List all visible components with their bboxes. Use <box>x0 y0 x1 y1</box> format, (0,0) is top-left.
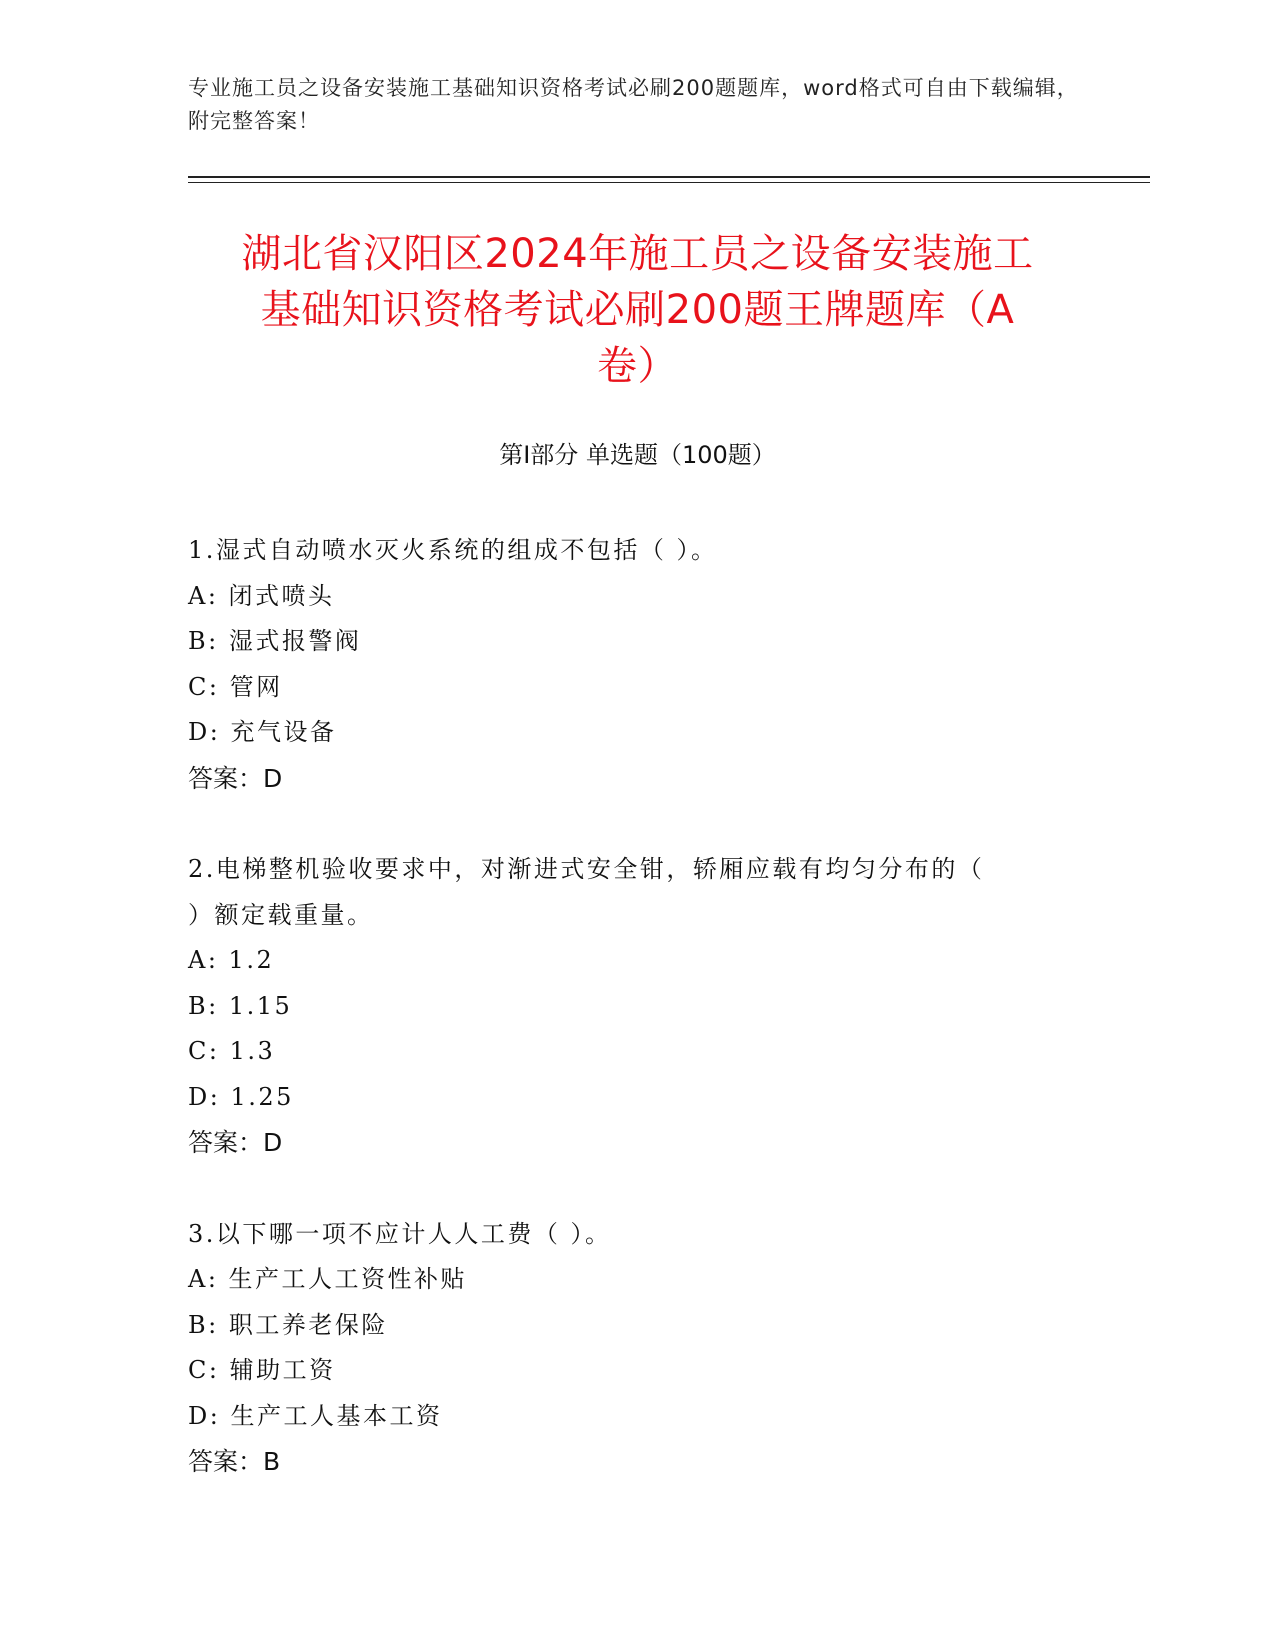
question-2 <box>188 847 1088 1166</box>
question-stem-continued: ）额定载重量。 <box>188 900 374 929</box>
option-c: C: 1.3 <box>188 1037 276 1065</box>
question-1 <box>188 528 1088 801</box>
option-c: C: 辅助工资 <box>188 1356 336 1384</box>
question-stem: 1.湿式自动喷水灭火系统的组成不包括（ ）。 <box>188 536 718 564</box>
question-list <box>188 528 1088 1531</box>
document-title-line: 湖北省汉阳区2024年施工员之设备安装施工 <box>241 231 1034 277</box>
document-title-line: 卷） <box>597 343 678 389</box>
answer: 答案：D <box>188 763 283 793</box>
option-b: B: 职工养老保险 <box>188 1310 388 1339</box>
answer: 答案：B <box>188 1447 281 1476</box>
option-b: B: 1.15 <box>188 991 293 1020</box>
header-note: 专业施工员之设备安装施工基础知识资格考试必刷200题题库，word格式可自由下载编辑，附完整答案！ <box>188 76 1079 133</box>
option-a: A: 生产工人工资性补贴 <box>188 1265 468 1293</box>
header-divider-thick <box>188 176 1150 178</box>
option-c: C: 管网 <box>188 672 283 701</box>
question-3 <box>188 1212 1088 1485</box>
option-d: D: 1.25 <box>188 1082 294 1111</box>
document-title-line: 基础知识资格考试必刷200题王牌题库（A <box>260 287 1015 333</box>
answer: 答案：D <box>188 1128 283 1157</box>
section-heading: 第Ⅰ部分 单选题（100题） <box>499 441 776 469</box>
option-d: D: 生产工人基本工资 <box>188 1401 443 1430</box>
option-b: B: 湿式报警阀 <box>188 627 362 655</box>
option-a: A: 闭式喷头 <box>188 581 335 610</box>
option-a: A: 1.2 <box>188 946 275 974</box>
option-d: D: 充气设备 <box>188 718 337 746</box>
question-stem: 2.电梯整机验收要求中，对渐进式安全钳，轿厢应载有均匀分布的（ <box>188 855 985 883</box>
document-title <box>160 226 1115 394</box>
header-divider-thin <box>188 182 1150 183</box>
question-stem: 3.以下哪一项不应计人人工费（ ）。 <box>188 1219 612 1248</box>
